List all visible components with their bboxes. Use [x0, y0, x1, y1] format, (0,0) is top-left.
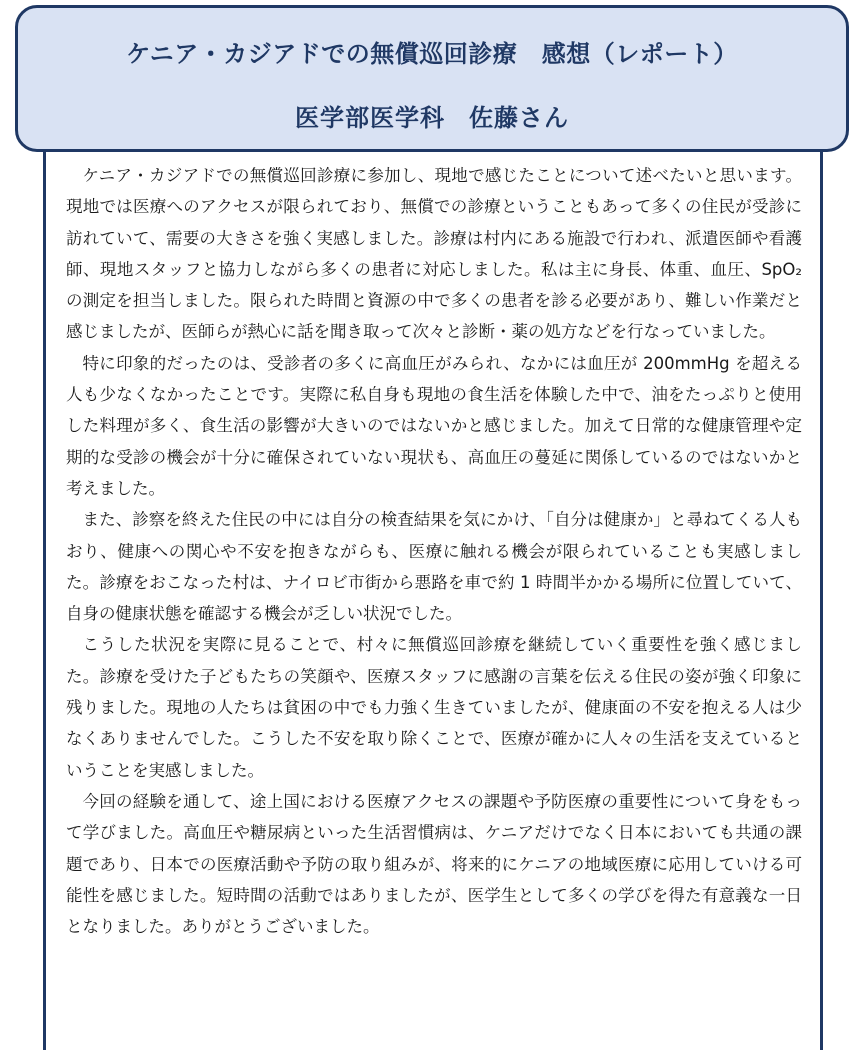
report-paragraph-2: 特に印象的だったのは、受診者の多くに高血圧がみられ、なかには血圧が 200mmHg を超える人も少なくなかったことです。実際に私自身も現地の食生活を体験した中で、油をたっぷりと使用した料理が多く、食生活の影響が大きいのではないかと感じました。加えて日常的な健康管理や定期的な受診の機会が十分に確保されていない現状も、高血圧の蔓延に関係しているのではないかと考えました。	[66, 353, 802, 498]
report-paragraph-4: こうした状況を実際に見ることで、村々に無償巡回診療を継続していく重要性を強く感じました。診療を受けた子どもたちの笑顔や、医療スタッフに感謝の言葉を伝える住民の姿が強く印象に残りました。現地の人たちは貧困の中でも力強く生きていましたが、健康面の不安を抱える人は少なくありませんでした。こうした不安を取り除くことで、医療が確かに人々の生活を支えているということを実感しました。	[66, 635, 802, 780]
report-title: ケニア・カジアドでの無償巡回診療 感想（レポート）	[126, 40, 738, 68]
report-header-box	[15, 5, 849, 152]
report-body	[66, 160, 802, 942]
report-paragraph-1: ケニア・カジアドでの無償巡回診療に参加し、現地で感じたことについて述べたいと思います。現地では医療へのアクセスが限られており、無償での診療ということもあって多くの住民が受診に訪れていて、需要の大きさを強く実感しました。診療は村内にある施設で行われ、派遣医師や看護師、現地スタッフと協力しながら多くの患者に対応しました。私は主に身長、体重、血圧、SpO₂ の測定を担当しました。限られた時間と資源の中で多くの患者を診る必要があり、難しい作業だと感じましたが、医師らが熱心に話を聞き取って次々と診断・薬の処方などを行なっていました。	[66, 166, 802, 342]
report-paragraph-3: また、診察を終えた住民の中には自分の検査結果を気にかけ、「自分は健康か」と尋ねてくる人もおり、健康への関心や不安を抱きながらも、医療に触れる機会が限られていることも実感しました。診療をおこなった村は、ナイロビ市街から悪路を車で約 1 時間半かかる場所に位置していて、自身の健康状態を確認する機会が乏しい状況でした。	[66, 510, 802, 624]
author-name: 佐藤さん	[469, 104, 569, 132]
report-paragraph-5: 今回の経験を通して、途上国における医療アクセスの課題や予防医療の重要性について身をもって学びました。高血圧や糖尿病といった生活習慣病は、ケニアだけでなく日本においても共通の課題であり、日本での医療活動や予防の取り組みが、将来的にケニアの地域医療に応用していける可能性を感じました。短時間の活動ではありましたが、医学生として多くの学びを得た有意義な一日となりました。ありがとうございました。	[66, 791, 802, 937]
author-line	[18, 98, 846, 133]
author-department: 医学部医学科	[295, 104, 445, 132]
